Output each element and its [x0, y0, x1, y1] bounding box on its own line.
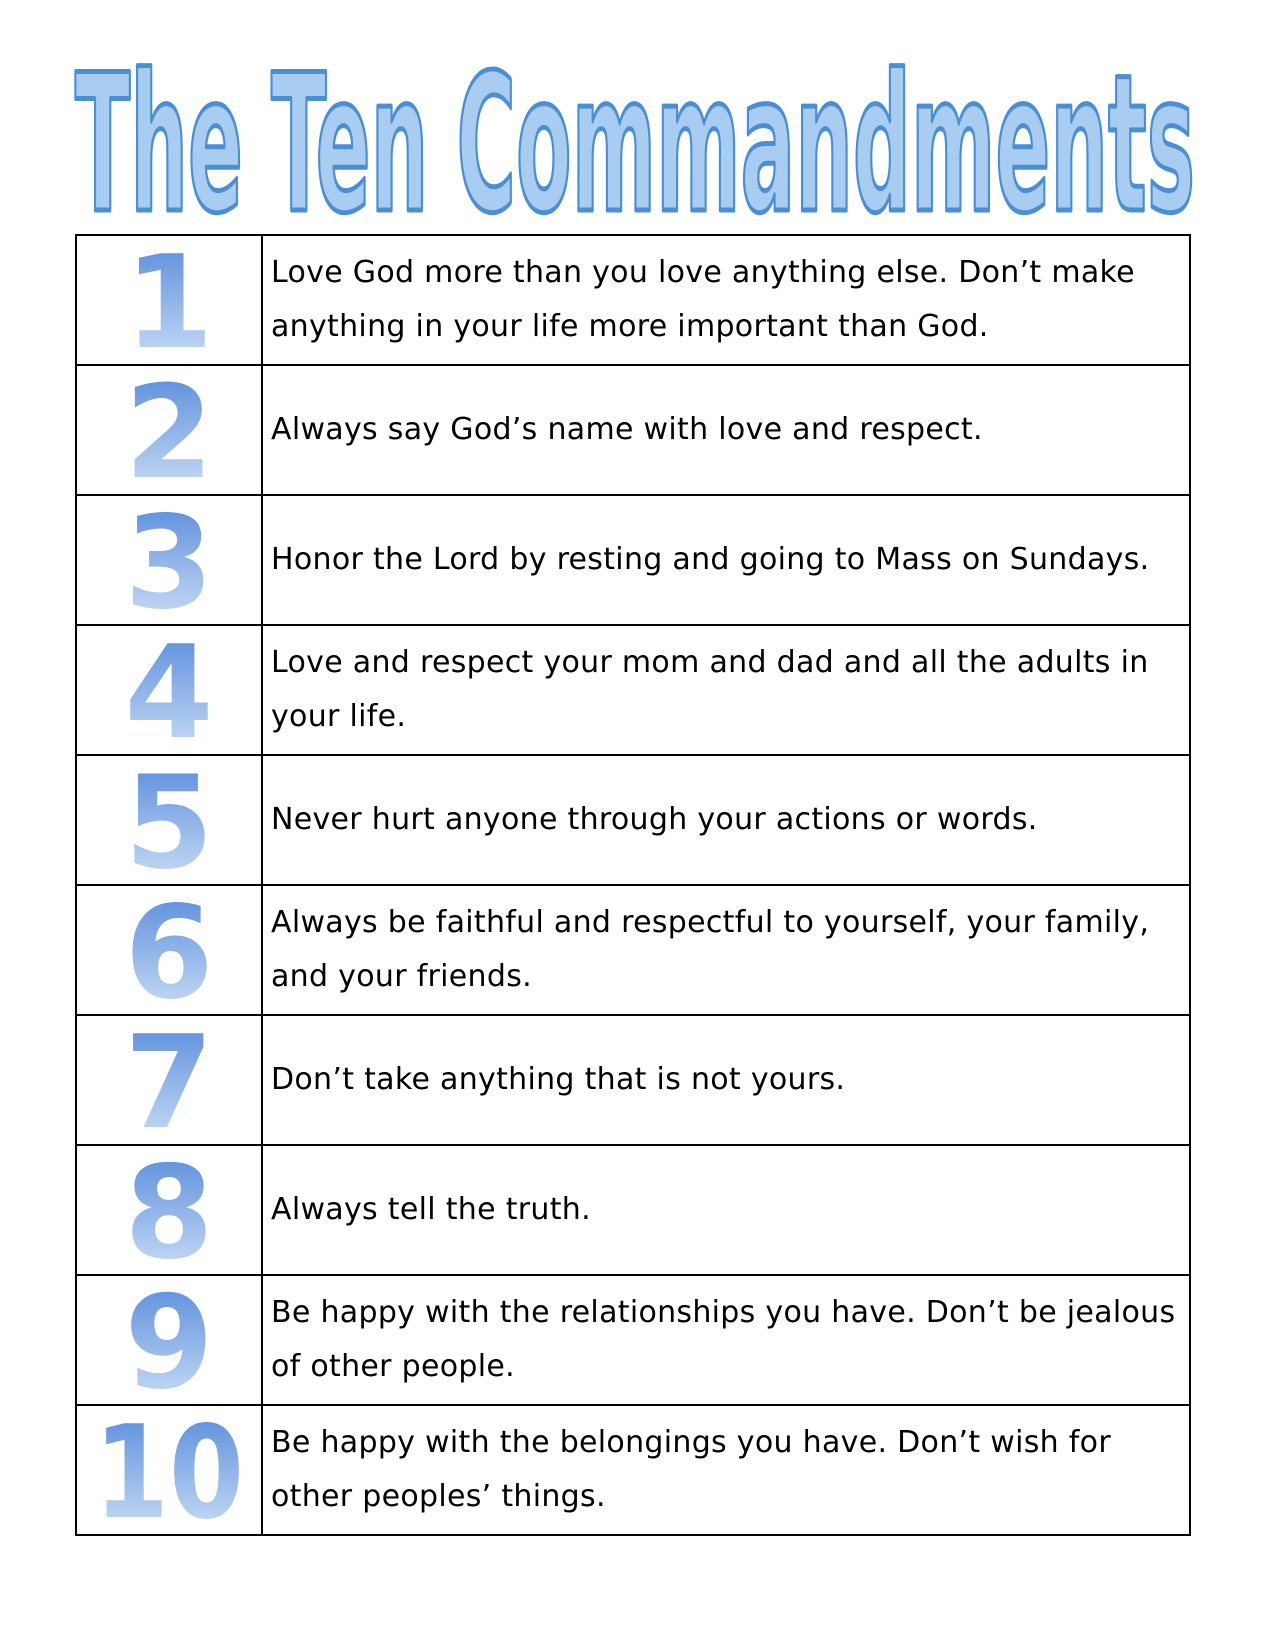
commandment-row	[76, 1405, 1190, 1535]
commandment-text: Never hurt anyone through your actions or words.	[262, 755, 1190, 885]
commandment-number	[114, 749, 224, 898]
page-title	[60, 34, 1210, 255]
svg-text:2: 2	[124, 359, 214, 508]
commandment-text: Love and respect your mom and dad and all the adults in your life.	[262, 625, 1190, 755]
commandment-number	[84, 1399, 254, 1548]
svg-text:9: 9	[124, 1269, 214, 1418]
commandment-number	[114, 489, 224, 638]
commandment-row	[76, 495, 1190, 625]
commandment-row	[76, 1015, 1190, 1145]
svg-text:10: 10	[94, 1399, 244, 1548]
commandment-number-cell	[76, 489, 262, 638]
commandment-text: Be happy with the relationships you have. Don’t be jealous of other people.	[262, 1275, 1190, 1405]
commandment-number-cell	[76, 619, 262, 768]
commandment-row	[76, 1275, 1190, 1405]
svg-text:4: 4	[124, 619, 214, 768]
commandment-row	[76, 235, 1190, 365]
commandment-text: Always be faithful and respectful to yourself, your family, and your friends.	[262, 885, 1190, 1015]
commandment-number-cell	[76, 1399, 262, 1548]
svg-text:7: 7	[124, 1009, 214, 1158]
commandment-number	[114, 1139, 224, 1288]
commandment-row	[76, 755, 1190, 885]
commandment-number-cell	[76, 229, 262, 378]
page-title-art	[60, 34, 1210, 255]
commandment-text: Love God more than you love anything else. Don’t make anything in your life more important than God.	[262, 235, 1190, 365]
commandment-number-cell	[76, 1009, 262, 1158]
commandment-number-cell	[76, 1139, 262, 1288]
page-title-text: The Ten Commandments	[75, 34, 1195, 255]
svg-text:3: 3	[124, 489, 214, 638]
commandment-row	[76, 885, 1190, 1015]
commandment-number-cell	[76, 359, 262, 508]
commandment-number-cell	[76, 879, 262, 1028]
commandment-row	[76, 365, 1190, 495]
commandment-number	[114, 229, 224, 378]
commandments-table	[75, 229, 1191, 1548]
commandment-number-cell	[76, 749, 262, 898]
commandment-number	[114, 359, 224, 508]
commandment-text: Be happy with the belongings you have. Don’t wish for other peoples’ things.	[262, 1405, 1190, 1535]
svg-text:6: 6	[124, 879, 214, 1028]
commandment-number	[114, 619, 224, 768]
commandment-row	[76, 625, 1190, 755]
commandment-text: Honor the Lord by resting and going to Mass on Sundays.	[262, 495, 1190, 625]
svg-text:8: 8	[124, 1139, 214, 1288]
svg-text:1: 1	[124, 229, 214, 378]
commandment-row	[76, 1145, 1190, 1275]
commandment-text: Don’t take anything that is not yours.	[262, 1015, 1190, 1145]
commandment-number	[114, 1009, 224, 1158]
commandment-number	[114, 1269, 224, 1418]
commandment-number-cell	[76, 1269, 262, 1418]
commandment-number	[114, 879, 224, 1028]
svg-text:5: 5	[124, 749, 214, 898]
commandment-text: Always say God’s name with love and respect.	[262, 365, 1190, 495]
commandment-text: Always tell the truth.	[262, 1145, 1190, 1275]
